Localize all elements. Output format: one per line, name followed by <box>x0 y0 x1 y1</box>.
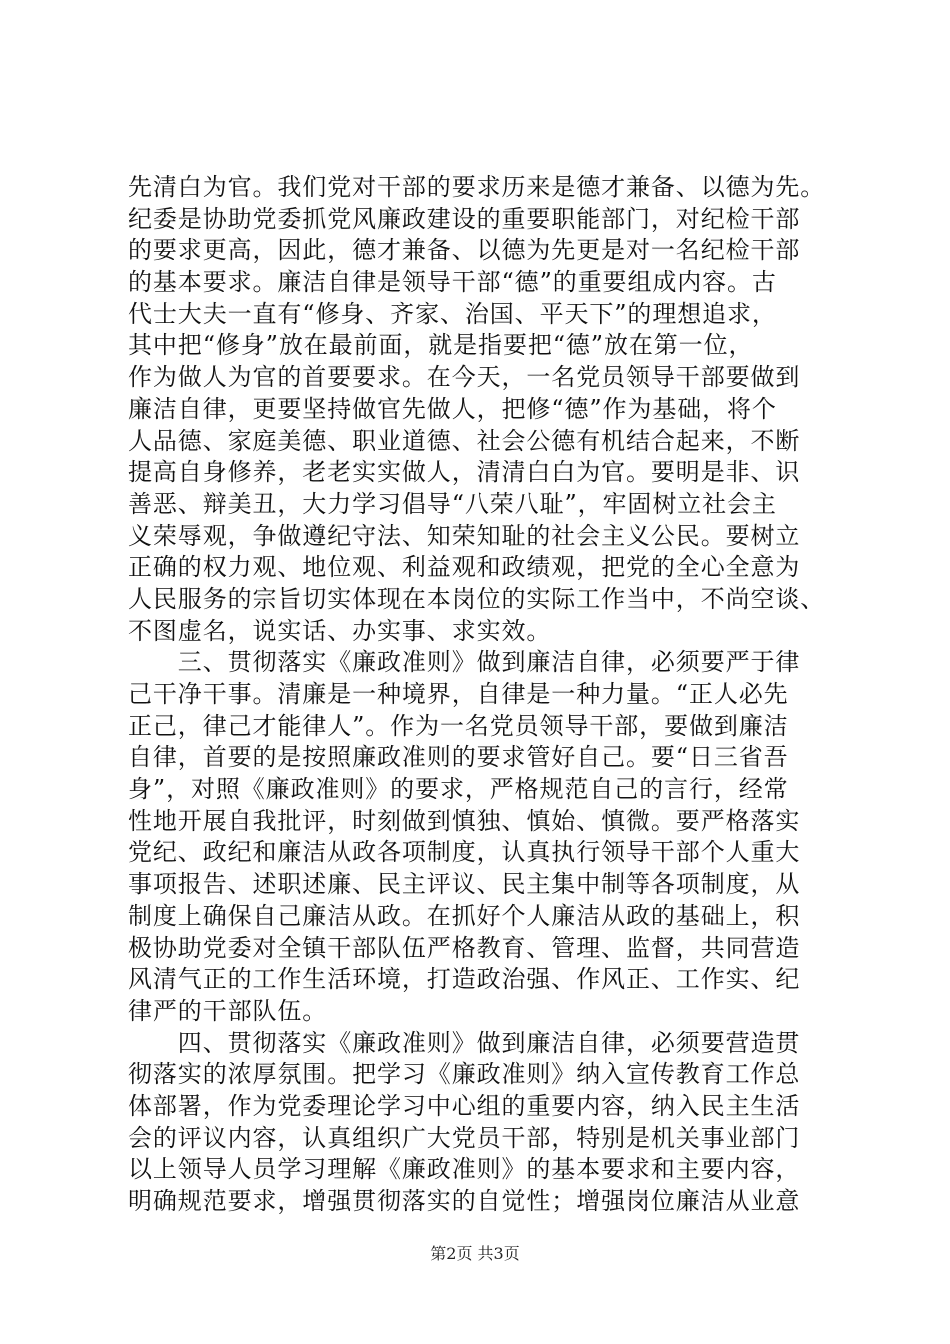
text-line: 的要求更高，因此，德才兼备、以德为先更是对一名纪检干部 <box>128 236 801 265</box>
text-line: 正确的权力观、地位观、利益观和政绩观，把党的全心全意为 <box>128 553 801 582</box>
text-line: 事项报告、述职述廉、民主评议、民主集中制等各项制度，从 <box>128 870 801 899</box>
text-line: 身”，对照《廉政准则》的要求，严格规范自己的言行，经常 <box>128 775 789 804</box>
text-line: 提高自身修养，老老实实做人，清清白白为官。要明是非、识 <box>128 458 801 487</box>
text-line: 正己，律己才能律人”。作为一名党员领导干部，要做到廉洁 <box>128 711 789 740</box>
text-line: 律严的干部队伍。 <box>128 996 328 1025</box>
text-line: 义荣辱观，争做遵纪守法、知荣知耻的社会主义公民。要树立 <box>128 521 801 550</box>
text-line: 人品德、家庭美德、职业道德、社会公德有机结合起来，不断 <box>128 426 801 455</box>
text-line: 人民服务的宗旨切实体现在本岗位的实际工作当中，不尚空谈、 <box>128 584 826 613</box>
text-line: 其中把“修身”放在最前面，就是指要把“德”放在第一位， <box>128 331 754 360</box>
text-line: 代士大夫一直有“修身、齐家、治国、平天下”的理想追求， <box>128 299 777 328</box>
document-body <box>128 172 848 1218</box>
text-line: 不图虚名，说实话、办实事、求实效。 <box>128 616 552 645</box>
text-line: 明确规范要求，增强贯彻落实的自觉性；增强岗位廉洁从业意 <box>128 1187 801 1215</box>
text-line: 会的评议内容，认真组织广大党员干部，特别是机关事业部门 <box>128 1123 801 1152</box>
text-line: 极协助党委对全镇干部队伍严格教育、管理、监督，共同营造 <box>128 933 801 962</box>
text-line: 党纪、政纪和廉洁从政各项制度，认真执行领导干部个人重大 <box>128 838 801 867</box>
text-line: 风清气正的工作生活环境，打造政治强、作风正、工作实、纪 <box>128 965 801 994</box>
text-line: 的基本要求。廉洁自律是领导干部“德”的重要组成内容。古 <box>128 268 777 297</box>
text-line: 制度上确保自己廉洁从政。在抓好个人廉洁从政的基础上，积 <box>128 901 801 930</box>
text-line: 作为做人为官的首要要求。在今天，一名党员领导干部要做到 <box>128 363 801 392</box>
text-line: 性地开展自我批评，时刻做到慎独、慎始、慎微。要严格落实 <box>128 806 801 835</box>
paragraph-4-start: 四、贯彻落实《廉政准则》做到廉洁自律，必须要营造贯 <box>128 1028 801 1057</box>
text-line: 自律，首要的是按照廉政准则的要求管好自己。要“日三省吾 <box>128 743 789 772</box>
page-number-footer: 第2页 共3页 <box>430 1244 520 1263</box>
text-line: 纪委是协助党委抓党风廉政建设的重要职能部门，对纪检干部 <box>128 204 801 233</box>
text-line: 以上领导人员学习理解《廉政准则》的基本要求和主要内容， <box>128 1155 801 1184</box>
text-line: 善恶、辩美丑，大力学习倡导“八荣八耻”，牢固树立社会主 <box>128 489 777 518</box>
text-line: 廉洁自律，更要坚持做官先做人，把修“德”作为基础，将个 <box>128 394 777 423</box>
text-line: 体部署，作为党委理论学习中心组的重要内容，纳入民主生活 <box>128 1091 801 1120</box>
text-line: 彻落实的浓厚氛围。把学习《廉政准则》纳入宣传教育工作总 <box>128 1060 801 1089</box>
text-line: 己干净干事。清廉是一种境界，自律是一种力量。“正人必先 <box>128 680 789 708</box>
paragraph-3-start: 三、贯彻落实《廉政准则》做到廉洁自律，必须要严于律 <box>128 648 801 677</box>
text-line: 先清白为官。我们党对干部的要求历来是德才兼备、以德为先。 <box>128 173 826 201</box>
